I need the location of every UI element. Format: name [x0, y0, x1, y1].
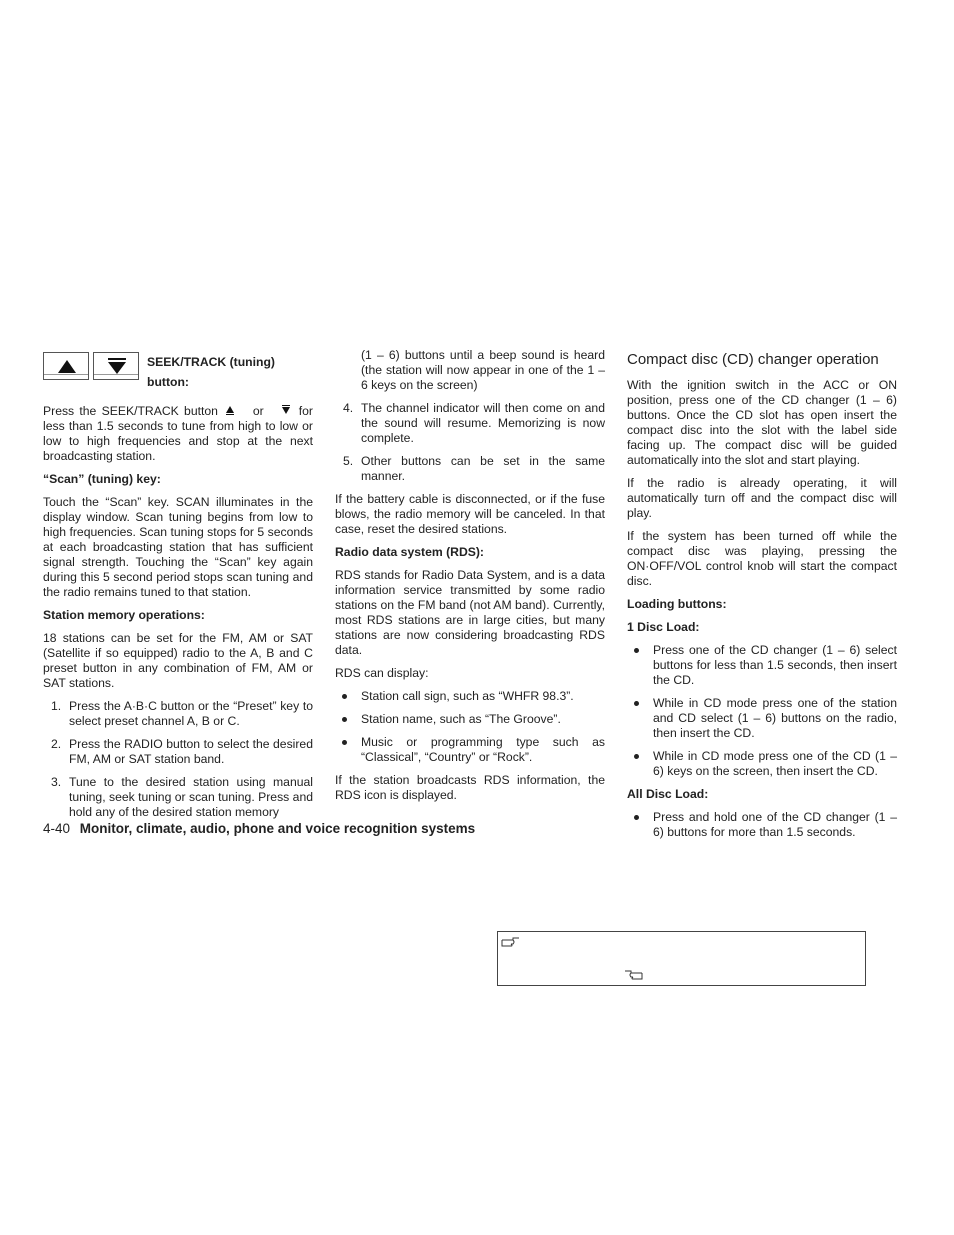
bullet-icon [342, 694, 347, 699]
list-item: (1 – 6) buttons until a beep sound is heard (the station will now appear in one of the 1 – 6 keys on the screen) [361, 348, 605, 392]
rds-heading: Radio data system (RDS): [335, 545, 484, 559]
list-item: 5. Other buttons can be set in the same manner. [343, 454, 605, 483]
seek-down-icon [279, 404, 293, 419]
memory-steps-continued [335, 348, 605, 484]
list-item: Station name, such as “The Groove”. [335, 712, 605, 727]
list-item: Press one of the CD changer (1 – 6) select buttons for less than 1.5 seconds, then insert the CD. [627, 643, 897, 688]
cd-paragraph-2: If the radio is already operating, it will automatically turn off and the compact disc will play. [627, 476, 897, 520]
list-item: 2. Press the RADIO button to select the desired FM, AM or SAT station band. [51, 737, 313, 766]
bullet-icon [342, 740, 347, 745]
cd-paragraph-3: If the system has been turned off while the compact disc was playing, pressing the ON·OFF/VOL control knob will start the compact disc. [627, 529, 897, 588]
seek-paragraph: Press the SEEK/TRACK button or for less than 1.5 seconds to tune from high to low or low to high frequencies and stop at the next broadcasting station. [43, 404, 313, 463]
one-disc-heading: 1 Disc Load: [627, 620, 700, 634]
bullet-icon [634, 701, 639, 706]
rds-paragraph: RDS stands for Radio Data System, and is a data information service transmitted by some radio stations on the FM band (not AM band). Currently, most RDS stations are in large cities, but many stations are now considering broadcasting RDS data. [335, 568, 605, 657]
list-item: Press and hold one of the CD changer (1 – 6) buttons for more than 1.5 seconds. [627, 810, 897, 840]
column-2 [335, 348, 605, 811]
column-1 [43, 348, 313, 828]
memory-steps-list [43, 699, 313, 820]
pointing-hand-icon [501, 934, 521, 952]
seek-up-key-icon [43, 352, 89, 380]
cd-paragraph-1: With the ignition switch in the ACC or ON position, press one of the CD changer (1 – 6) buttons. Once the CD slot has open insert the compact disc into the slot with the label side facing up. The compact disc will be guided automatically into the slot and start playing. [627, 378, 897, 467]
seek-down-key-icon [93, 352, 139, 380]
battery-paragraph: If the battery cable is disconnected, or if the fuse blows, the radio memory will be canceled. In that case, reset the desired stations. [335, 492, 605, 536]
cd-heading: Compact disc (CD) changer operation [627, 351, 879, 368]
memory-paragraph: 18 stations can be set for the FM, AM or SAT (Satellite if so equipped) radio to the A, B and C preset button in any combination of FM, AM or SAT stations. [43, 631, 313, 690]
list-item: Music or programming type such as “Classical”, “Country” or “Rock”. [335, 735, 605, 765]
list-item: While in CD mode press one of the CD (1 – 6) keys on the screen, then insert the CD. [627, 749, 897, 779]
scan-paragraph: Touch the “Scan” key. SCAN illuminates in the display window. Scan tuning begins from low to high frequencies. Scan tuning stops for 5 seconds at each broadcasting station that has sufficient signal strength. Touching the “Scan” key again during this 5 second period stops scan tuning and the radio remains tuned to that station. [43, 495, 313, 599]
seek-track-heading-row [43, 352, 313, 392]
list-item: While in CD mode press one of the station and CD select (1 – 6) buttons on the radio, then insert the CD. [627, 696, 897, 741]
seek-track-title: SEEK/TRACK (tuning) button: [147, 355, 275, 389]
page-footer [43, 821, 475, 837]
all-disc-heading: All Disc Load: [627, 787, 709, 801]
list-item: 1. Press the A·B·C button or the “Preset” key to select preset channel A, B or C. [51, 699, 313, 728]
bullet-icon [634, 754, 639, 759]
bullet-icon [634, 648, 639, 653]
section-title: Monitor, climate, audio, phone and voice recognition systems [79, 821, 476, 836]
scan-heading: “Scan” (tuning) key: [43, 472, 161, 486]
bullet-icon [634, 815, 639, 820]
pointing-hand-icon [623, 967, 643, 985]
seek-up-icon [223, 404, 237, 419]
rds-icon-paragraph: If the station broadcasts RDS information, the RDS icon is displayed. [335, 773, 605, 802]
list-item: 3. Tune to the desired station using manual tuning, seek tuning or scan tuning. Press and hold any of the desired station memory [51, 775, 313, 819]
rds-items-list [335, 689, 605, 765]
loading-heading: Loading buttons: [627, 597, 727, 611]
all-disc-list [627, 810, 897, 840]
list-item: Station call sign, such as “WHFR 98.3”. [335, 689, 605, 704]
memory-heading: Station memory operations: [43, 608, 205, 622]
rds-can-display: RDS can display: [335, 666, 429, 680]
one-disc-list [627, 643, 897, 779]
bullet-icon [342, 717, 347, 722]
page-number: 4-40 [43, 821, 71, 836]
column-3 [627, 348, 897, 848]
note-box [497, 931, 866, 986]
list-item: 4. The channel indicator will then come on and the sound will resume. Memorizing is now complete. [343, 401, 605, 445]
